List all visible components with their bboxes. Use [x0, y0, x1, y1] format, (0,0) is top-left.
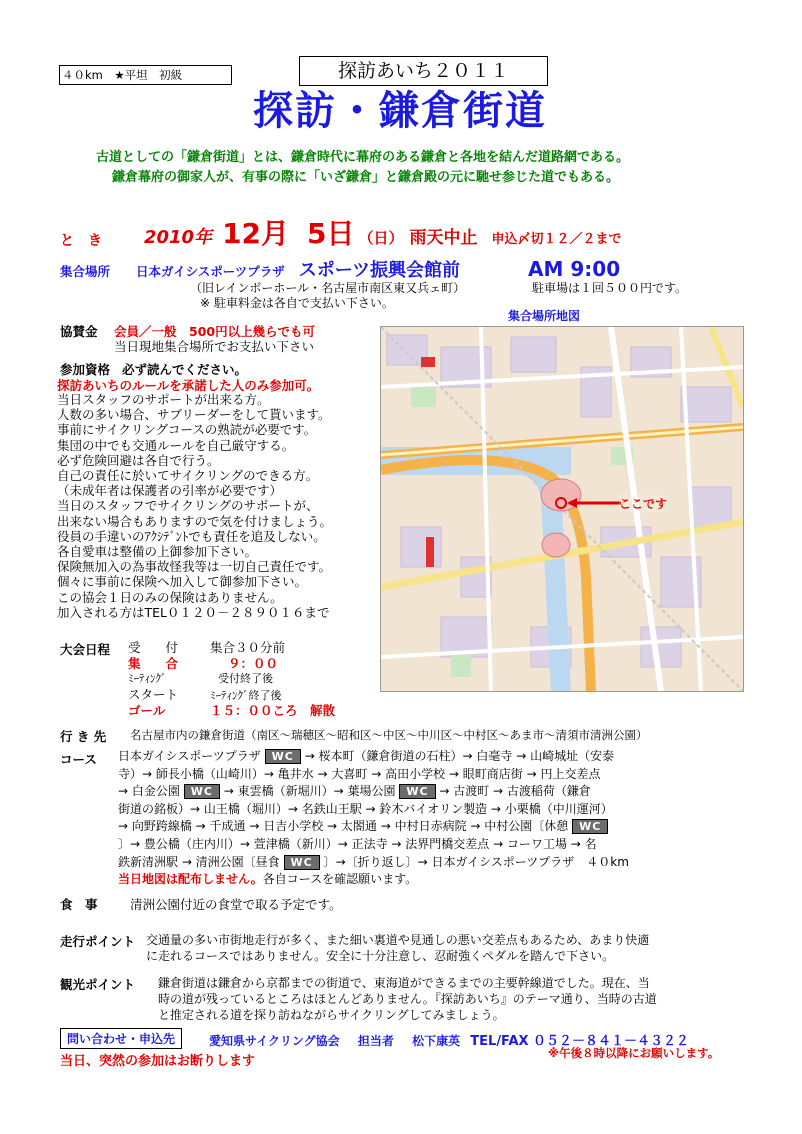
page-title: 探訪・鎌倉街道 [253, 88, 547, 134]
qual-item: 集団の中でも交通ルールを自己厳守する。 [57, 437, 295, 453]
rain-cancel: 雨天中止 [409, 228, 478, 248]
schedule-key: スタート [128, 686, 179, 702]
qual-item: 個々に事前に保険へ加入して御参加下さい。 [57, 574, 308, 590]
course-note-text: 各自コースを確認願います。 [262, 872, 418, 887]
qual-item: 人数の多い場合、サブリーダーをして貰います。 [57, 407, 331, 423]
ride-point-line: 交通量の多い市街地走行が多く、また細い裏道や見通しの悪い交差点もあるため、あまり快適 [146, 933, 650, 947]
sight-point-line: 時の道が残っているところはほとんどありません。『探訪あいち』のテーマ通り、当時の古道 [158, 992, 657, 1006]
meal-label: 食 事 [60, 897, 98, 912]
contact-person: 松下康英 [412, 1034, 461, 1048]
meal-text: 清洲公園付近の食堂で取る予定です。 [130, 897, 342, 912]
ride-point-line: に走れるコースではありません。安全に十分注意し、忍耐強くペダルを踏んで下さい。 [146, 949, 615, 963]
late-entry-warning: 当日、突然の参加はお断りします [60, 1054, 256, 1069]
meet-hall: スポーツ振興会館前 [298, 260, 461, 281]
qual-item: 役員の手違いのｱｸｼﾃﾞﾝﾄでも責任を追及しない。 [57, 528, 326, 544]
qual-item: この協会１日のみの保険はありません。 [57, 589, 283, 605]
course-note-warning: 当日地図は配布しません。 [118, 872, 263, 887]
schedule-key: ﾐｰﾃｨﾝｸﾞ [128, 672, 167, 685]
meet-parking: 駐車場は１回５００円です。 [532, 281, 688, 295]
course-line: 寺）→ 師長小橋（山崎川）→ 亀井水 → 大喜町 → 高田小学校 → 眼町商店街 → 円上交差点 [118, 766, 601, 781]
schedule-row [128, 671, 335, 687]
schedule-value: 集合３０分前 [210, 640, 286, 655]
schedule-value: 受付終了後 [218, 672, 273, 685]
sight-point-label: 観光ポイント [60, 977, 136, 992]
qual-item: 当日スタッフのサポートが出来る方。 [57, 392, 270, 407]
wc-badge: WC [399, 784, 435, 799]
map-title: 集合場所地図 [508, 309, 581, 323]
contact-tel: TEL/FAX ０５２－８４１－４３２２ [470, 1034, 690, 1049]
fee-line-2: 当日現地集合場所でお支払い下さい [114, 339, 315, 354]
course-seg: → 向野跨線橋 → 千成通 → 日吉小学校 → 太閤通 → 中村日赤病院 → 中村公園〔休憩 [118, 819, 569, 834]
schedule-key: ゴール [128, 703, 166, 718]
schedule-label: 大会日程 [60, 642, 111, 657]
qual-item: 保険無加入の為事故怪我等は一切自己責任です。 [57, 559, 332, 575]
schedule-row [128, 656, 335, 672]
meet-time: AM 9:00 [528, 257, 621, 281]
intro-line-1: 古道としての「鎌倉街道」とは、鎌倉時代に幕府のある鎌倉と各地を結んだ道路網である。 [96, 150, 630, 165]
qual-label: 参加資格 [60, 362, 111, 377]
date-weekday: （日） [358, 229, 404, 247]
wc-badge: WC [265, 749, 301, 764]
intro-line-2: 鎌倉幕府の御家人が、有事の際に「いざ鎌倉」と鎌倉殿の元に馳せ参じた道でもある。 [112, 170, 620, 185]
qual-item: （未成年者は保護者の引率が必要です） [57, 483, 283, 499]
ride-point-text [146, 932, 649, 964]
dest-label: 行 き 先 [60, 729, 107, 744]
contact-person-label: 担当者 [357, 1034, 394, 1048]
contact-label: 問い合わせ・申込先 [60, 1028, 182, 1049]
schedule-key: 集 合 [128, 655, 179, 671]
qual-item: 各自愛車は整備の上御参加下さい。 [57, 544, 258, 560]
sight-point-line: 鎌倉街道は鎌倉から京都までの街道で、東海道ができるまでの主要幹線道でした。現在、当 [158, 976, 650, 990]
wc-badge: WC [284, 855, 320, 870]
date-year: 2010年 [143, 227, 213, 248]
qual-item: 必ず危険回避は各自で行う。 [57, 452, 220, 468]
qual-item: 事前にサイクリングコースの熟読が必要です。 [57, 422, 317, 438]
sight-point-line: と推定される道を探り訪ねながらサイクリングしてみましょう。 [158, 1008, 505, 1022]
course-seg: 〕→〔折り返し〕→ 日本ガイシスポーツプラザ ４０km [323, 854, 629, 869]
contact-org: 愛知県サイクリング協会 [209, 1034, 340, 1048]
ride-point-label: 走行ポイント [60, 934, 136, 949]
dest-text: 名古屋市内の鎌倉街道（南区～瑞穂区～昭和区～中区～中川区～中村区～あま市～清須市清洲公園） [130, 728, 648, 742]
course-seg: → 東雲橋（新堀川）→ 葉場公園 [223, 784, 396, 799]
meet-parking-note: ※ 駐車料金は各自で支払い下さい。 [200, 296, 394, 310]
schedule-row [128, 703, 335, 719]
course-line [118, 783, 748, 801]
course-seg: 日本ガイシスポーツプラザ [118, 749, 261, 763]
qual-item: 出来ない場合もありますので気を付けましょう。 [57, 513, 333, 529]
course-line: 街道の銘板）→ 山王橋（堀川）→ 名鉄山王駅 → 鈴木バイオリン製造 → 小栗橋（中川運河） [118, 801, 613, 816]
fee-label: 協賛金 [60, 324, 98, 339]
schedule-row [128, 640, 335, 656]
meet-venue: 日本ガイシスポーツプラザ [136, 264, 285, 279]
deadline: 申込〆切１２／２まで [491, 232, 622, 247]
course-text [118, 748, 748, 889]
when-label: と き [60, 232, 102, 249]
course-seg: → 白金公園 [118, 784, 180, 799]
meeting-place-map[interactable] [380, 326, 744, 692]
wc-badge: WC [184, 784, 220, 799]
qual-item: 加入される方はTEL０１２０－２８９０１６まで [57, 604, 330, 620]
schedule-row [128, 687, 335, 704]
qual-list [57, 392, 332, 620]
contact-note: ※午後８時以降にお願いします。 [548, 1046, 720, 1060]
schedule-table [128, 640, 335, 719]
date-day: 5日 [307, 217, 355, 250]
map-image [381, 327, 743, 691]
meet-address: （旧レインボーホール・名古屋市南区東又兵ェ町） [190, 281, 466, 295]
course-seg: 鉄新清洲駅 → 清洲公園〔昼食 [118, 854, 280, 869]
schedule-value: １５：００ころ 解散 [210, 703, 336, 718]
course-seg: → 桜本町（鎌倉街道の石柱）→ 白毫寺 → 山崎城址（安泰 [304, 749, 615, 763]
event-series-box: 探訪あいち２０１１ [299, 56, 548, 86]
level-box: ４０km ★平坦 初級 [59, 65, 232, 85]
course-line [118, 854, 748, 872]
fee-amount: 会員／一般 500円以上幾らでも可 [114, 324, 315, 339]
meet-label: 集合場所 [60, 264, 111, 279]
qual-item: 当日のスタッフでサイクリングのサポートが、 [57, 498, 319, 514]
schedule-key: 受 付 [128, 640, 179, 655]
when-row [60, 212, 622, 250]
course-line [118, 748, 748, 766]
qual-rule: 探訪あいちのルールを承諾した人のみ参加可。 [57, 378, 320, 393]
course-seg: → 古渡町 → 古渡稲荷（鎌倉 [439, 784, 591, 799]
course-note [118, 871, 748, 889]
sight-point-text [158, 975, 657, 1023]
wc-badge: WC [572, 819, 608, 834]
schedule-value: ９：００ [228, 655, 279, 671]
map-here-label: ここです [619, 497, 668, 511]
course-label: コース [60, 752, 97, 767]
course-line [118, 818, 748, 836]
qual-heading: 必ず読んでください。 [122, 362, 248, 377]
qual-item: 自己の責任に於いてサイクリングのできる方。 [57, 468, 319, 484]
course-line: 〕→ 豊公橋（庄内川）→ 萱津橋（新川）→ 正法寺 → 法界門橋交差点 → コーワ工場 → 名 [118, 836, 597, 851]
schedule-value: ﾐｰﾃｨﾝｸﾞ終了後 [210, 688, 282, 702]
date-month: 12月 [222, 217, 290, 250]
